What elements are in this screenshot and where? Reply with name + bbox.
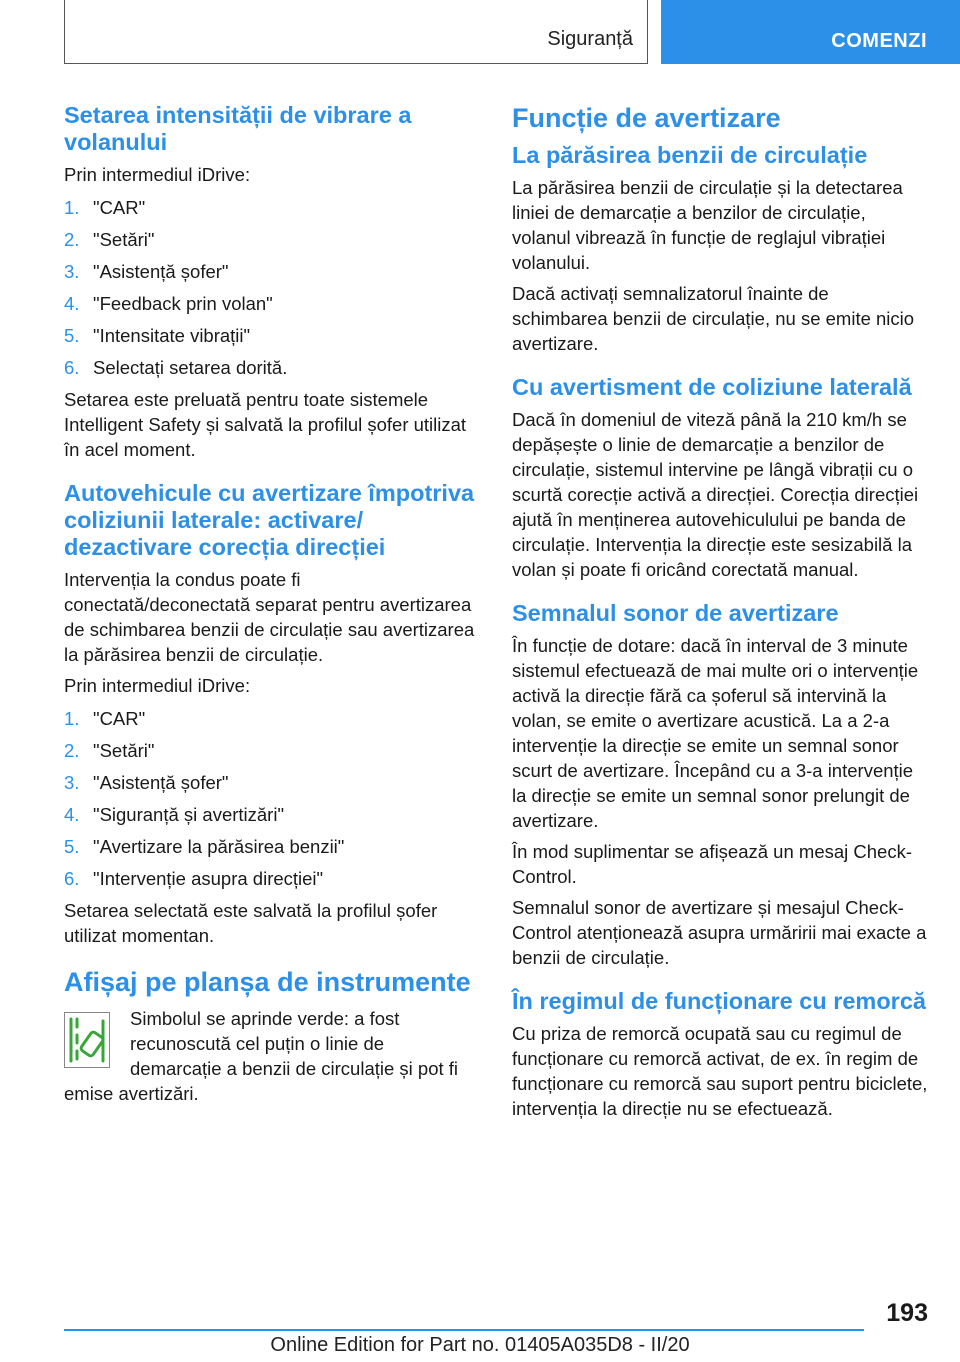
acoustic-paragraph-3: Semnalul sonor de avertizare și mesajul Check-Control atenționează asupra urmăririi mai exacte a benzii de circulație. bbox=[512, 897, 927, 968]
list-item: 5. "Intensitate vibrații" bbox=[64, 325, 251, 346]
list-item: 1. "CAR" bbox=[64, 708, 146, 729]
heading-side-collision-warning: Cu avertisment de coliziune laterală bbox=[512, 374, 912, 400]
footer-edition[interactable]: Online Edition for Part no. 01405A035D8 - II/20 bbox=[270, 1334, 690, 1356]
side-collision-paragraph: Dacă în domeniul de viteză până la 210 km/h se depășește o linie de demarcație a benzilor de circulație, sistemul intervine pe lângă vibrații cu o scurtă corecție activă a direcției. Corecția direcției ajută în menținerea autovehiculului pe banda de circulație. Intervenția la direcție este sesizabilă la volan și poate fi oricând corectată manual. bbox=[512, 409, 919, 580]
footer-divider bbox=[64, 1329, 864, 1331]
heading-trailer-mode: În regimul de funcționare cu remorcă bbox=[512, 988, 926, 1014]
heading-side-collision: Autovehicule cu avertizare împotriva coliziunii laterale: activare/ dezactivare corecția direcției bbox=[64, 480, 475, 560]
steps-list-1 bbox=[64, 195, 478, 380]
header-chapter-label: COMENZI bbox=[831, 30, 927, 52]
heading-vibration-intensity: Setarea intensității de vibrare a volanului bbox=[64, 102, 412, 155]
lane-departure-paragraph-1: La părăsirea benzii de circulație și la detectarea liniei de demarcație a benzilor de circulație, volanul vibrează în funcție de reglajul vibrației volanului. bbox=[512, 177, 903, 273]
list-item: 5. "Avertizare la părăsirea benzii" bbox=[64, 836, 345, 857]
lane-departure-warning-icon bbox=[64, 1012, 110, 1068]
header-chapter-tab[interactable] bbox=[661, 0, 960, 64]
list-item: 6. Selectați setarea dorită. bbox=[64, 357, 288, 378]
list-item: 3. "Asistență șofer" bbox=[64, 261, 229, 282]
list-item: 1. "CAR" bbox=[64, 197, 146, 218]
symbol-paragraph bbox=[64, 1006, 478, 1106]
acoustic-paragraph-1: În funcție de dotare: dacă în interval de 3 minute sistemul efectuează de mai multe ori o intervenție activă la direcție fără ca șoferul să intervină la volan, se emite o avertizare acustică. La a 2-a intervenție la direcție se emite un semnal sonor scurt de avertizare. Începând cu a 3-a intervenție la direcție se emite un semnal sonor prelungit de avertizare. bbox=[512, 635, 919, 831]
steps-list-2 bbox=[64, 706, 478, 891]
heading-acoustic-warning: Semnalul sonor de avertizare bbox=[512, 600, 839, 626]
list-item: 6. "Intervenție asupra direcției" bbox=[64, 868, 324, 889]
intervention-paragraph: Intervenția la condus poate fi conectată/deconectată separat pentru avertizarea de schimbarea benzii de circulație sau avertizarea la părăsirea benzii de circulație. bbox=[64, 569, 475, 665]
idrive-intro-2: Prin intermediul iDrive: bbox=[64, 675, 251, 696]
list-item: 2. "Setări" bbox=[64, 740, 155, 761]
right-column bbox=[512, 102, 928, 1127]
acoustic-paragraph-2: În mod suplimentar se afișează un mesaj Check-Control. bbox=[512, 841, 912, 887]
page-number: 193 bbox=[886, 1299, 928, 1327]
symbol-description: Simbolul se aprinde verde: a fost recunoscută cel puțin o linie de demarcație a benzii de circulație și pot fi emise avertizări. bbox=[64, 1008, 459, 1104]
heading-instrument-display: Afișaj pe planșa de instrumente bbox=[64, 967, 471, 997]
setting-saved-note-1: Setarea este preluată pentru toate sistemele Intelligent Safety și salvată la profilul șofer utilizat în acel moment. bbox=[64, 389, 467, 460]
lane-departure-paragraph-2: Dacă activați semnalizatorul înainte de schimbarea benzii de circulație, nu se emite nicio avertizare. bbox=[512, 283, 915, 354]
list-item: 4. "Feedback prin volan" bbox=[64, 293, 273, 314]
heading-lane-departure: La părăsirea benzii de circulație bbox=[512, 142, 868, 168]
list-item: 2. "Setări" bbox=[64, 229, 155, 250]
heading-warning-function: Funcție de avertizare bbox=[512, 103, 781, 133]
trailer-paragraph: Cu priza de remorcă ocupată sau cu regimul de funcționare cu remorcă activat, de ex. în regim de funcționare cu remorcă sau suport pentru biciclete, intervenția la direcție nu se efectuează. bbox=[512, 1023, 928, 1119]
setting-saved-note-2: Setarea selectată este salvată la profilul șofer utilizat momentan. bbox=[64, 900, 438, 946]
left-column bbox=[64, 102, 478, 1112]
list-item: 3. "Asistență șofer" bbox=[64, 772, 229, 793]
header-section-title: Siguranță bbox=[547, 28, 633, 50]
header-section-box bbox=[64, 0, 648, 64]
list-item: 4. "Siguranță și avertizări" bbox=[64, 804, 285, 825]
idrive-intro-1: Prin intermediul iDrive: bbox=[64, 164, 251, 185]
